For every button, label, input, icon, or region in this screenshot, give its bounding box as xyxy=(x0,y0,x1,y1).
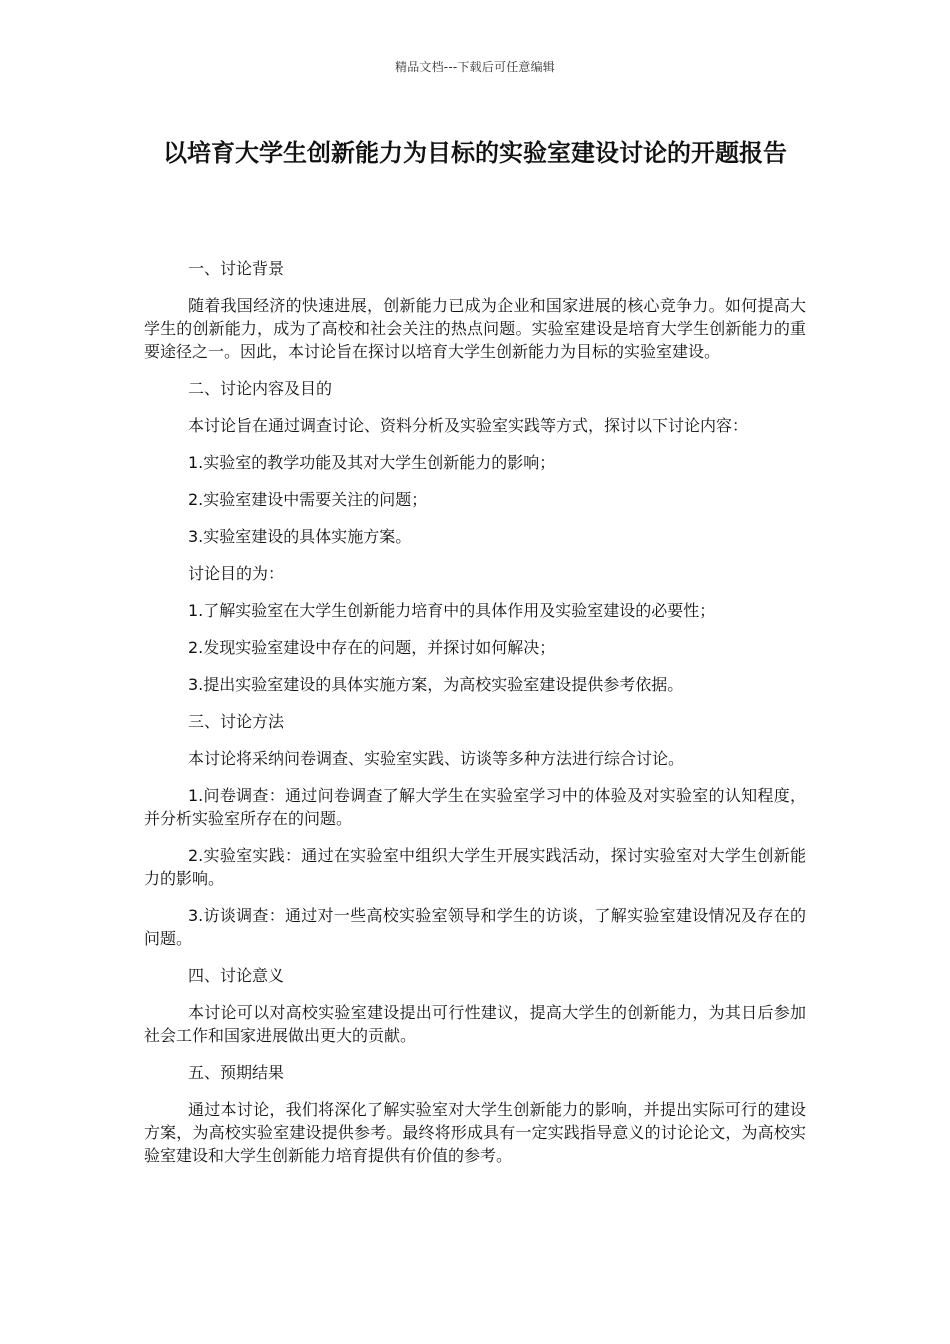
list-item-content-1: 1.实验室的教学功能及其对大学生创新能力的影响； xyxy=(188,453,556,472)
list-item-method-3: 3.访谈调查：通过对一些高校实验室领导和学生的访谈，了解实验室建设情况及存在的问题。 xyxy=(144,906,806,948)
section-heading-significance: 四、讨论意义 xyxy=(188,966,285,985)
paragraph-expected-results: 通过本讨论，我们将深化了解实验室对大学生创新能力的影响，并提出实际可行的建设方案，为高校实验室建设提供参考。最终将形成具有一定实践指导意义的讨论论文，为高校实验室建设和大学生创新能力培育提供有价值的参考。 xyxy=(144,1100,806,1165)
list-item-method-1: 1.问卷调查：通过问卷调查了解大学生在实验室学习中的体验及对实验室的认知程度，并分析实验室所存在的问题。 xyxy=(144,786,806,828)
section-heading-expected-results: 五、预期结果 xyxy=(188,1063,285,1082)
list-item-purpose-2: 2.发现实验室建设中存在的问题，并探讨如何解决； xyxy=(188,638,556,657)
list-item-content-2: 2.实验室建设中需要关注的问题； xyxy=(188,490,428,509)
paragraph-significance: 本讨论可以对高校实验室建设提出可行性建议，提高大学生的创新能力，为其日后参加社会工作和国家进展做出更大的贡献。 xyxy=(144,1003,806,1045)
paragraph-content-intro: 本讨论旨在通过调查讨论、资料分析及实验室实践等方式，探讨以下讨论内容： xyxy=(188,416,749,435)
paragraph-purpose-intro: 讨论目的为： xyxy=(188,564,285,583)
list-item-method-2: 2.实验室实践：通过在实验室中组织大学生开展实践活动，探讨实验室对大学生创新能力的影响。 xyxy=(144,846,806,888)
header-note: 精品文档---下载后可任意编辑 xyxy=(395,60,555,74)
list-item-purpose-1: 1.了解实验室在大学生创新能力培育中的具体作用及实验室建设的必要性； xyxy=(188,601,716,620)
section-heading-content: 二、讨论内容及目的 xyxy=(188,379,333,398)
list-item-content-3: 3.实验室建设的具体实施方案。 xyxy=(188,527,412,546)
document-title: 以培育大学生创新能力为目标的实验室建设讨论的开题报告 xyxy=(163,139,787,167)
paragraph-background: 随着我国经济的快速进展，创新能力已成为企业和国家进展的核心竞争力。如何提高大学生的创新能力，成为了高校和社会关注的热点问题。实验室建设是培育大学生创新能力的重要途径之一。因此，本讨论旨在探讨以培育大学生创新能力为目标的实验室建设。 xyxy=(144,296,806,361)
paragraph-method-intro: 本讨论将采纳问卷调查、实验室实践、访谈等多种方法进行综合讨论。 xyxy=(188,749,685,768)
list-item-purpose-3: 3.提出实验室建设的具体实施方案，为高校实验室建设提供参考依据。 xyxy=(188,675,684,694)
document-body xyxy=(144,257,806,1181)
section-heading-background: 一、讨论背景 xyxy=(188,259,285,278)
section-heading-method: 三、讨论方法 xyxy=(188,712,285,731)
